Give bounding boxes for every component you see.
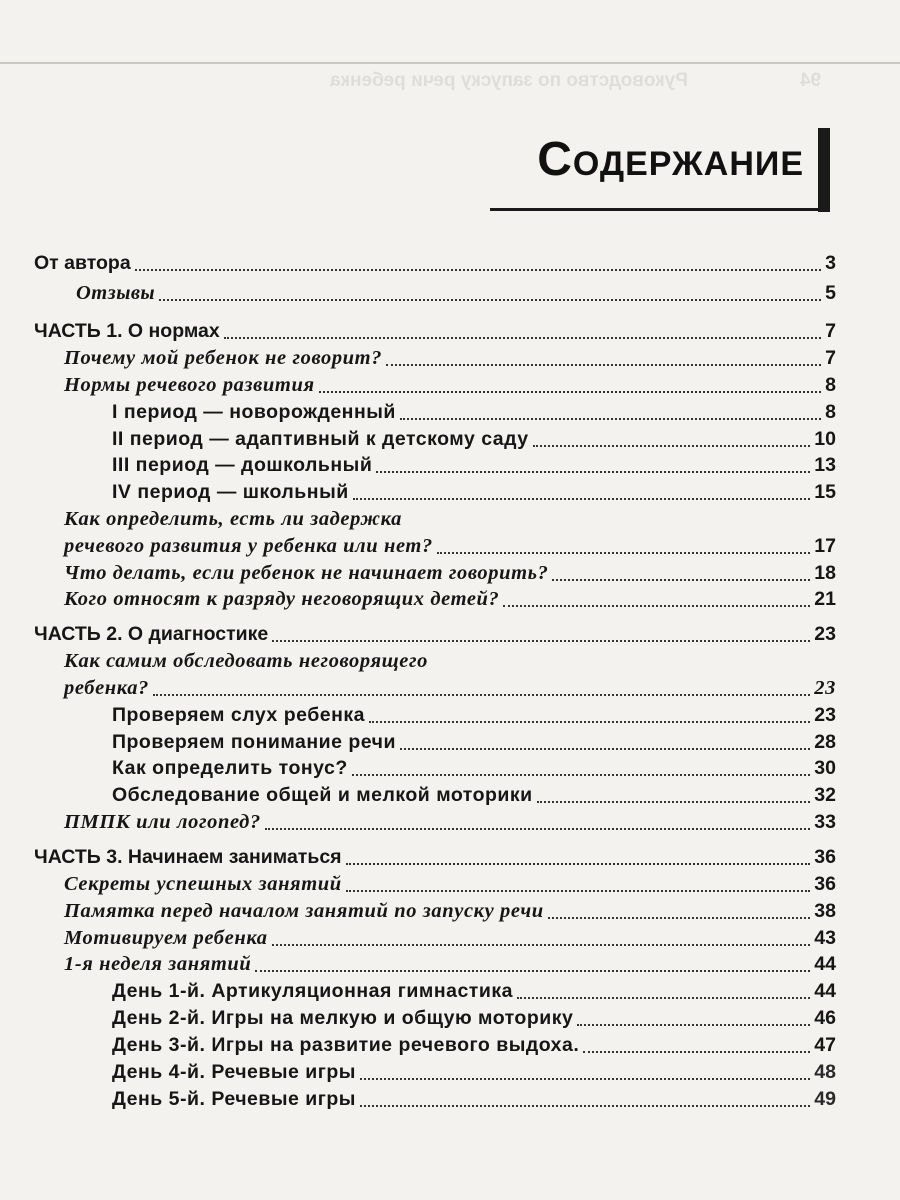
page-title: Содержание: [537, 133, 804, 186]
toc-entry[interactable]: ребенка? 23: [64, 677, 836, 699]
toc-entry[interactable]: 1-я неделя занятий 44: [64, 953, 836, 975]
toc-entry[interactable]: ПМПК или логопед? 33: [64, 811, 836, 833]
toc-entry[interactable]: III период — дошкольный 13: [112, 454, 836, 476]
toc-entry[interactable]: День 1-й. Артикуляционная гимнастика 44: [112, 980, 836, 1002]
toc-entry[interactable]: речевого развития у ребенка или нет? 17: [64, 535, 836, 557]
toc-entry[interactable]: День 2-й. Игры на мелкую и общую моторику 46: [112, 1007, 836, 1029]
toc-entry[interactable]: Проверяем слух ребенка 23: [112, 704, 836, 726]
header-rule: [0, 62, 900, 64]
toc-entry[interactable]: Как определить, есть ли задержка: [64, 508, 402, 530]
toc-entry[interactable]: Кого относят к разряду неговорящих детей? 21: [64, 588, 836, 610]
toc-entry[interactable]: IV период — школьный 15: [112, 481, 836, 503]
toc-entry[interactable]: День 3-й. Игры на развитие речевого выдоха. 47: [112, 1034, 836, 1056]
toc-entry[interactable]: II период — адаптивный к детскому саду 10: [112, 428, 836, 450]
toc-part-heading[interactable]: ЧАСТЬ 3. Начинаем заниматься 36: [34, 846, 836, 868]
toc-entry[interactable]: Мотивируем ребенка 43: [64, 927, 836, 949]
toc-part-heading[interactable]: ЧАСТЬ 2. О диагностике 23: [34, 623, 836, 645]
toc-entry[interactable]: Отзывы 5: [76, 282, 836, 304]
title-underline: [490, 208, 830, 211]
toc-entry[interactable]: I период — новорожденный 8: [112, 401, 836, 423]
toc-part-heading[interactable]: ЧАСТЬ 1. О нормах 7: [34, 320, 836, 342]
toc-entry[interactable]: День 4-й. Речевые игры 48: [112, 1061, 836, 1083]
toc-entry[interactable]: День 5-й. Речевые игры 49: [112, 1088, 836, 1110]
page-number: 94: [800, 70, 822, 91]
toc-entry[interactable]: Нормы речевого развития 8: [64, 374, 836, 396]
toc-entry[interactable]: Как самим обследовать неговорящего: [64, 650, 429, 672]
toc-entry[interactable]: Памятка перед началом занятий по запуску речи 38: [64, 900, 836, 922]
toc-entry[interactable]: Проверяем понимание речи 28: [112, 731, 836, 753]
title-side-bar: [818, 128, 830, 212]
toc-entry[interactable]: Как определить тонус? 30: [112, 757, 836, 779]
toc-entry[interactable]: Почему мой ребенок не говорит? 7: [64, 347, 836, 369]
title-block: [480, 128, 840, 212]
toc-entry[interactable]: Что делать, если ребенок не начинает говорить? 18: [64, 562, 836, 584]
running-title: Руководство по запуску речи ребенка: [330, 70, 688, 91]
toc-entry[interactable]: Обследование общей и мелкой моторики 32: [112, 784, 836, 806]
toc-entry[interactable]: От автора 3: [34, 252, 836, 274]
toc-entry[interactable]: Секреты успешных занятий 36: [64, 873, 836, 895]
